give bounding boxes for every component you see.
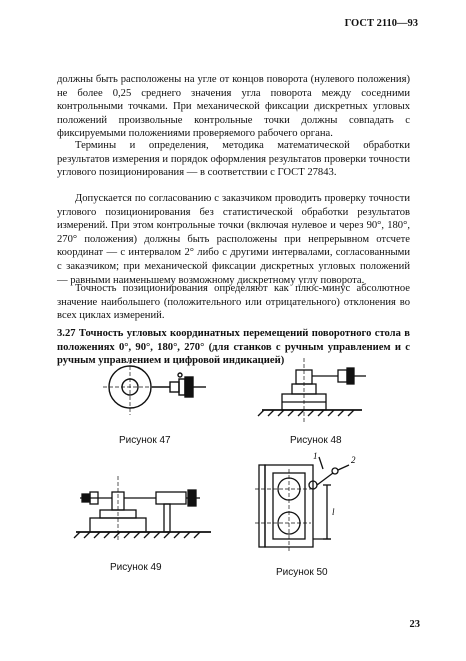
paragraph-1 [57,73,410,141]
paragraph-2 [57,139,410,180]
paragraph-4-text: Точность позиционирования определяют как плюс-минус абсолютное значение наибольшего (положительного или отрицательного) отклонения во всех циклах измерений. [57,283,410,322]
figure-50-drawing [253,451,373,555]
paragraph-1-text: должны быть расположены на угле от концов поворота (нулевого положения) не более 0,25 среднего значения угла поворота между соседними контрольными точками. При механической фиксации дискретных угловых положений произвольные контрольные точки должны совпадать с фиксируемыми положениями проверяемого рабочего органа. [57,74,410,140]
paragraph-3 [57,192,410,287]
document-code: ГОСТ 2110—93 [344,18,418,29]
figure-50-label-l: l [332,507,335,517]
figure-47-caption: Рисунок 47 [119,435,171,446]
figure-50-caption: Рисунок 50 [276,567,328,578]
figure-50-label-2: 2 [351,455,356,465]
figure-49-caption: Рисунок 49 [110,562,162,573]
paragraph-3-text: Допускается по согласованию с заказчиком проводить проверку точности углового позиционирования без статистической обработки результатов измерений. При этом контрольные точки (включая нулевое и через 90°, 180°, 270° положения) должны быть расположены при непрерывном отсчете координат — с интервалом 2° либо с другими интервалами, согласованными с заказчиком; при механической фиксации дискретных угловых положений — равными наименьшему возможному дискретному углу поворота. [57,193,410,286]
section-heading-text: 3.27 Точность угловых координатных перемещений поворотного стола в положениях 0°, 90°, 180°, 270° (для станков с ручным управлением и с ручным управлением и цифровой индикацией) [57,328,410,367]
figure-48-caption: Рисунок 48 [290,435,342,446]
page-number: 23 [409,619,420,630]
figure-48-drawing [262,350,372,430]
figure-47-drawing [100,355,220,425]
paragraph-4 [57,282,410,323]
figure-49-drawing [76,470,216,550]
paragraph-2-text: Термины и определения, методика математической обработки результатов измерения и порядок оформления результатов проверки точности углового позиционирования — в соответствии с ГОСТ 27843. [57,140,410,179]
figure-50-label-1: 1 [313,451,318,461]
